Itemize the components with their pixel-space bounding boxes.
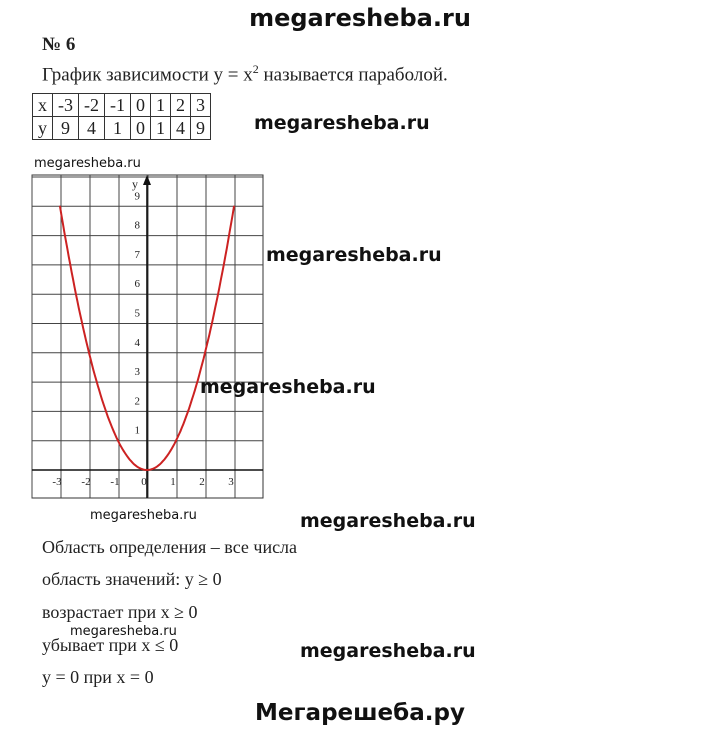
data-point xyxy=(175,440,177,442)
data-point xyxy=(233,206,235,208)
y-axis-label: y xyxy=(132,177,138,191)
x-tick-label: 3 xyxy=(228,476,234,488)
table-cell: 4 xyxy=(171,117,191,140)
property-decreasing: убывает при x ≤ 0 xyxy=(42,635,179,655)
data-point xyxy=(204,352,206,354)
watermark-bottom: Мегарешеба.ру xyxy=(255,700,465,726)
intro-exponent: 2 xyxy=(252,62,259,76)
y-tick-label: 6 xyxy=(134,278,140,291)
table-cell: 0 xyxy=(131,117,151,140)
problem-number: № 6 xyxy=(42,34,76,55)
table-cell: 2 xyxy=(171,94,191,117)
property-zero: y = 0 при x = 0 xyxy=(42,667,154,687)
table-cell: y xyxy=(33,117,53,140)
table-cell: -3 xyxy=(53,94,79,117)
data-point xyxy=(146,469,148,471)
x-tick-label: 1 xyxy=(170,476,176,488)
watermark-graph-label: megaresheba.ru xyxy=(34,156,141,171)
watermark-graph-mid: megaresheba.ru xyxy=(200,376,376,398)
table-cell: 4 xyxy=(79,117,105,140)
watermark-top: megaresheba.ru xyxy=(249,4,471,32)
table-cell: 1 xyxy=(151,94,171,117)
property-domain: Область определения – все числа xyxy=(42,537,298,557)
property-increasing: возрастает при x ≥ 0 xyxy=(42,602,198,622)
watermark-props: megaresheba.ru xyxy=(300,640,476,662)
table-cell: 9 xyxy=(53,117,79,140)
watermark-below-graph: megaresheba.ru xyxy=(300,510,476,532)
data-point xyxy=(117,440,119,442)
intro-text: График зависимости y = x xyxy=(42,64,253,86)
x-tick-label: -2 xyxy=(81,476,91,488)
x-tick-label: 0 xyxy=(141,476,147,488)
intro-text-end: называется параболой. xyxy=(258,64,448,86)
data-point xyxy=(88,352,90,354)
y-tick-label: 9 xyxy=(134,190,140,203)
data-point xyxy=(59,206,61,208)
table-cell: 1 xyxy=(105,117,131,140)
x-tick-label: -1 xyxy=(110,476,120,488)
x-tick-label: -3 xyxy=(52,476,62,488)
watermark-below-graph-small: megaresheba.ru xyxy=(90,508,197,523)
table-cell: 0 xyxy=(131,94,151,117)
y-tick-label: 3 xyxy=(134,366,140,379)
y-tick-label: 5 xyxy=(134,307,140,320)
y-tick-label: 2 xyxy=(134,395,140,408)
table-cell: 1 xyxy=(151,117,171,140)
table-cell: 9 xyxy=(191,117,211,140)
x-tick-label: 2 xyxy=(199,476,205,488)
table-cell: 3 xyxy=(191,94,211,117)
watermark-graph-right: megaresheba.ru xyxy=(266,244,442,266)
watermark-table: megaresheba.ru xyxy=(254,112,430,134)
y-tick-label: 1 xyxy=(134,424,140,437)
property-range: область значений: y ≥ 0 xyxy=(42,569,222,589)
table-cell: -1 xyxy=(105,94,131,117)
y-tick-label: 8 xyxy=(134,219,140,232)
watermark-props-small: megaresheba.ru xyxy=(70,624,177,639)
y-tick-label: 4 xyxy=(134,336,140,349)
table-cell: x xyxy=(33,94,53,117)
table-cell: -2 xyxy=(79,94,105,117)
y-tick-label: 7 xyxy=(134,248,140,261)
